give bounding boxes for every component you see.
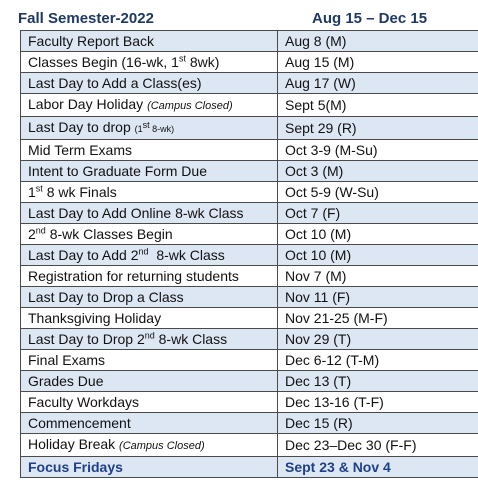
event-cell: Last Day to Add a Class(es) <box>21 73 278 94</box>
date-cell: Sept 5(M) <box>278 94 478 117</box>
event-cell: Last Day to Drop a Class <box>21 287 278 308</box>
ordinal-suffix: st <box>35 183 43 194</box>
table-row <box>21 329 478 350</box>
event-cell: Intent to Graduate Form Due <box>21 161 278 182</box>
ordinal-suffix: st <box>178 53 186 64</box>
table-row <box>21 413 478 434</box>
date-cell: Oct 3-9 (M-Su) <box>278 140 478 161</box>
event-cell <box>21 94 278 117</box>
event-text: Last Day to drop <box>28 119 135 135</box>
event-text: Classes Begin (16-wk, 1 <box>28 54 179 70</box>
date-cell: Sept 29 (R) <box>278 117 478 140</box>
note-text: 8-wk) <box>149 124 175 134</box>
date-cell: Oct 7 (F) <box>278 203 478 224</box>
semester-header <box>18 10 472 30</box>
ordinal-suffix: nd <box>35 225 46 236</box>
event-cell <box>21 329 278 350</box>
date-cell: Nov 7 (M) <box>278 266 478 287</box>
event-text: 1 <box>28 184 36 200</box>
table-row <box>21 140 478 161</box>
date-cell: Dec 13 (T) <box>278 371 478 392</box>
date-cell: Oct 3 (M) <box>278 161 478 182</box>
semester-title: Fall Semester-2022 <box>18 10 154 27</box>
event-text: 8-wk Classes Begin <box>45 226 173 242</box>
event-note: (Campus Closed) <box>147 100 233 112</box>
event-text: Last Day to Add 2 <box>28 247 139 263</box>
event-text: 8-wk Class <box>148 247 225 263</box>
table-row <box>21 245 478 266</box>
table-row-focus-fridays <box>21 457 478 478</box>
event-cell: Focus Fridays <box>21 457 278 478</box>
event-cell <box>21 182 278 203</box>
table-row <box>21 371 478 392</box>
date-cell: Oct 5-9 (W-Su) <box>278 182 478 203</box>
ordinal-suffix: nd <box>138 246 149 257</box>
table-row <box>21 31 478 52</box>
academic-calendar-table <box>20 30 478 478</box>
event-text: 8 wk Finals <box>42 184 117 200</box>
date-cell: Aug 8 (M) <box>278 31 478 52</box>
semester-date-range: Aug 15 – Dec 15 <box>312 10 428 27</box>
note-text: (1 <box>134 124 143 134</box>
event-cell: Faculty Workdays <box>21 392 278 413</box>
event-cell <box>21 434 278 457</box>
table-row <box>21 73 478 94</box>
event-cell: Faculty Report Back <box>21 31 278 52</box>
event-text: 8wk) <box>185 54 220 70</box>
event-text: Last Day to Drop 2 <box>28 331 145 347</box>
table-row <box>21 434 478 457</box>
event-cell: Grades Due <box>21 371 278 392</box>
date-cell: Dec 23–Dec 30 (F-F) <box>278 434 478 457</box>
table-row <box>21 350 478 371</box>
event-text: 2 <box>28 226 36 242</box>
table-row <box>21 224 478 245</box>
event-text: Labor Day Holiday <box>28 96 148 112</box>
event-text: Holiday Break <box>28 436 120 452</box>
table-row <box>21 117 478 140</box>
date-cell: Nov 11 (F) <box>278 287 478 308</box>
table-row <box>21 203 478 224</box>
event-note <box>134 120 175 134</box>
table-row <box>21 308 478 329</box>
table-row <box>21 52 478 73</box>
table-row <box>21 161 478 182</box>
event-cell: Registration for returning students <box>21 266 278 287</box>
table-row <box>21 182 478 203</box>
date-cell: Dec 6-12 (T-M) <box>278 350 478 371</box>
event-cell: Commencement <box>21 413 278 434</box>
event-cell: Mid Term Exams <box>21 140 278 161</box>
event-note: (Campus Closed) <box>119 440 205 452</box>
date-cell: Sept 23 & Nov 4 <box>278 457 478 478</box>
date-cell: Oct 10 (M) <box>278 224 478 245</box>
event-text: 8-wk Class <box>154 331 228 347</box>
table-row <box>21 287 478 308</box>
ordinal-suffix: nd <box>144 330 155 341</box>
date-cell: Dec 13-16 (T-F) <box>278 392 478 413</box>
event-cell: Thanksgiving Holiday <box>21 308 278 329</box>
date-cell: Dec 15 (R) <box>278 413 478 434</box>
event-cell: Final Exams <box>21 350 278 371</box>
event-cell <box>21 117 278 140</box>
date-cell: Nov 21-25 (M-F) <box>278 308 478 329</box>
event-cell: Last Day to Add Online 8-wk Class <box>21 203 278 224</box>
date-cell: Oct 10 (M) <box>278 245 478 266</box>
table-row <box>21 392 478 413</box>
table-row <box>21 266 478 287</box>
table-row <box>21 94 478 117</box>
event-cell <box>21 245 278 266</box>
event-cell <box>21 224 278 245</box>
date-cell: Aug 17 (W) <box>278 73 478 94</box>
event-cell <box>21 52 278 73</box>
date-cell: Aug 15 (M) <box>278 52 478 73</box>
ordinal-suffix: st <box>142 120 150 130</box>
date-cell: Nov 29 (T) <box>278 329 478 350</box>
